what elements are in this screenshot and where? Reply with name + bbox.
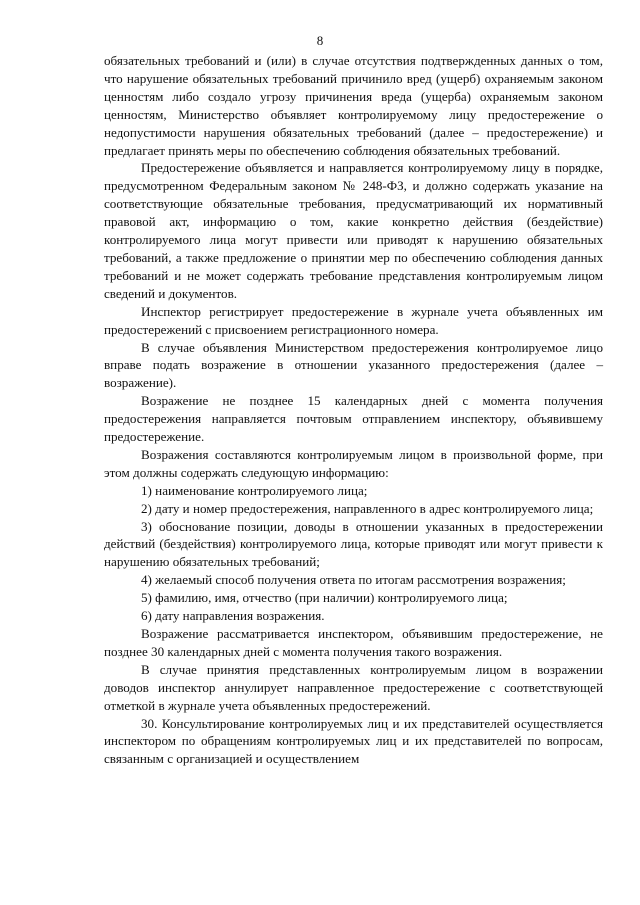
list-item: 4) желаемый способ получения ответа по итогам рассмотрения возражения; <box>141 572 566 588</box>
page-number: 8 <box>316 33 324 48</box>
paragraph: 30. Консультирование контролируемых лиц и их представителей осуществляется инспектором по обращениям контролируемых лиц и их представителей по вопросам, связанным с организацией и осуществлением <box>104 715 603 767</box>
paragraph: Возражения составляются контролируемым лицом в произвольной форме, при этом должны содержать следующую информацию: <box>104 446 603 480</box>
paragraph: Возражение не позднее 15 календарных дней с момента получения предостережения направляется почтовым отправлением инспектору, объявившему предостережение. <box>104 393 603 445</box>
list-item: 5) фамилию, имя, отчество (при наличии) контролируемого лица; <box>141 590 508 606</box>
paragraph: Предостережение объявляется и направляется контролируемому лицу в порядке, предусмотренном Федеральным законом № 248-ФЗ, и должно содержать указание на соответствующие обязательные требования, предусматривающий их нормативный правовой акт, информацию о том, какие конкретно действия (бездействие) контролируемого лица могут привести или приводят к нарушению обязательных требований, а также предложение о принятии мер по обеспечению соблюдения данных требований и не может содержать требование представления контролируемым лицом сведений и документов. <box>104 160 603 301</box>
paragraph: обязательных требований и (или) в случае отсутствия подтвержденных данных о том, что нарушение обязательных требований причинило вред (ущерб) охраняемым законом ценностям либо создало угрозу причинения вреда (ущерба) охраняемым законом ценностям, Министерство объявляет контролируемому лицу предостережение о недопустимости нарушения обязательных требований (далее – предостережение) и предлагает принять меры по обеспечению соблюдения обязательных требований. <box>104 53 603 158</box>
paragraph: Возражение рассматривается инспектором, объявившим предостережение, не позднее 30 календарных дней с момента получения такого возражения. <box>104 626 603 659</box>
document-body <box>104 52 603 768</box>
paragraph: В случае объявления Министерством предостережения контролируемое лицо вправе подать возражение в отношении указанного предостережения (далее – возражение). <box>104 339 603 391</box>
list-item: 2) дату и номер предостережения, направленного в адрес контролируемого лица; <box>141 500 594 516</box>
list-item: 3) обоснование позиции, доводы в отношении указанных в предостережении действий (бездействия) контролируемого лица, которые приводят или могут привести к нарушению обязательных требований; <box>104 518 603 570</box>
list-item: 1) наименование контролируемого лица; <box>141 482 368 498</box>
paragraph: В случае принятия представленных контролируемым лицом в возражении доводов инспектор аннулирует направленное предостережение с соответствующей отметкой в журнале учета объявленных предостережений. <box>104 661 603 713</box>
paragraph: Инспектор регистрирует предостережение в журнале учета объявленных им предостережений с присвоением регистрационного номера. <box>104 303 603 337</box>
list-item: 6) дату направления возражения. <box>141 608 325 624</box>
